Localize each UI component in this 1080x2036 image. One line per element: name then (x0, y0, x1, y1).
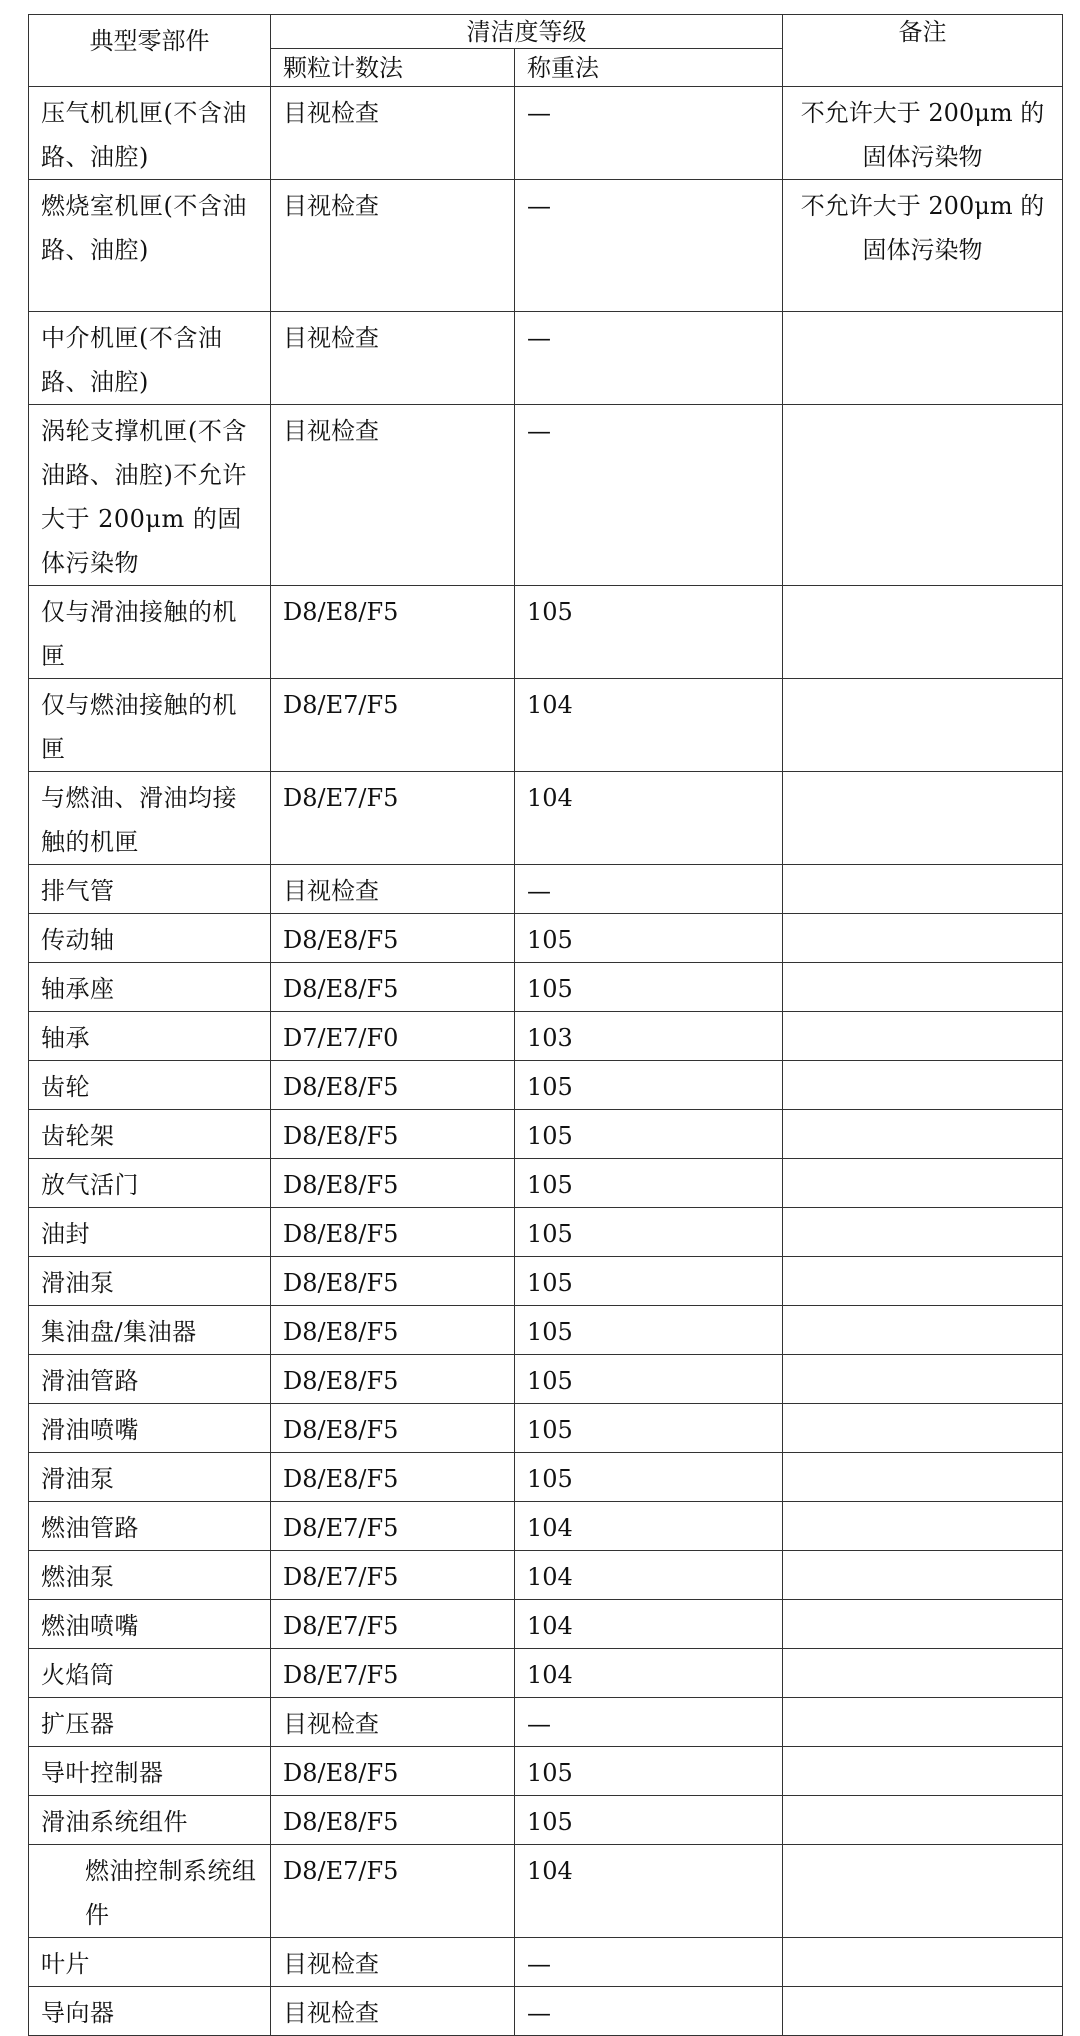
cell-weighing: 105 (515, 1404, 783, 1453)
cell-note (783, 1061, 1063, 1110)
cell-part: 压气机机匣(不含油路、油腔) (29, 87, 271, 180)
table-row (29, 1453, 1063, 1502)
cell-particle: D8/E8/F5 (271, 1404, 515, 1453)
cell-weighing: 104 (515, 1845, 783, 1938)
table-row (29, 1600, 1063, 1649)
table-row (29, 865, 1063, 914)
table-row (29, 1159, 1063, 1208)
cell-particle: D8/E8/F5 (271, 963, 515, 1012)
cell-weighing: — (515, 180, 783, 312)
cell-weighing: 105 (515, 1110, 783, 1159)
cell-weighing: 105 (515, 963, 783, 1012)
cell-weighing: 105 (515, 1796, 783, 1845)
cell-part: 导向器 (29, 1987, 271, 2036)
cell-note (783, 1845, 1063, 1938)
cell-weighing: 105 (515, 914, 783, 963)
cell-weighing: 105 (515, 586, 783, 679)
cell-weighing: 105 (515, 1453, 783, 1502)
cell-part: 仅与燃油接触的机匣 (29, 679, 271, 772)
cell-particle: D8/E7/F5 (271, 1649, 515, 1698)
cell-weighing: — (515, 405, 783, 586)
cell-part: 传动轴 (29, 914, 271, 963)
table-row (29, 1551, 1063, 1600)
table-row (29, 1257, 1063, 1306)
cell-weighing: — (515, 865, 783, 914)
cell-part: 排气管 (29, 865, 271, 914)
table-row (29, 1404, 1063, 1453)
cell-note (783, 914, 1063, 963)
cell-note (783, 405, 1063, 586)
cell-note (783, 1938, 1063, 1987)
cell-note (783, 1110, 1063, 1159)
cell-note (783, 1551, 1063, 1600)
cell-weighing: 105 (515, 1208, 783, 1257)
cell-particle: D8/E7/F5 (271, 679, 515, 772)
cell-particle: D8/E7/F5 (271, 1600, 515, 1649)
header-cleanliness: 清洁度等级 (271, 15, 783, 49)
table-row (29, 914, 1063, 963)
cell-note (783, 865, 1063, 914)
cell-weighing: 104 (515, 772, 783, 865)
cell-part: 火焰筒 (29, 1649, 271, 1698)
cell-note (783, 1649, 1063, 1698)
cell-part: 齿轮 (29, 1061, 271, 1110)
cell-particle: 目视检查 (271, 87, 515, 180)
cell-note (783, 1208, 1063, 1257)
cell-particle: 目视检查 (271, 312, 515, 405)
cell-part: 叶片 (29, 1938, 271, 1987)
cell-part: 仅与滑油接触的机匣 (29, 586, 271, 679)
table-row (29, 1012, 1063, 1061)
cell-particle: D8/E8/F5 (271, 1159, 515, 1208)
table-row (29, 1796, 1063, 1845)
cell-particle: D8/E8/F5 (271, 1061, 515, 1110)
cell-part: 放气活门 (29, 1159, 271, 1208)
cell-part: 涡轮支撑机匣(不含油路、油腔)不允许大于 200μm 的固体污染物 (29, 405, 271, 586)
table-row (29, 1208, 1063, 1257)
cell-particle: D8/E8/F5 (271, 1355, 515, 1404)
cell-note (783, 679, 1063, 772)
cell-particle: 目视检查 (271, 405, 515, 586)
cell-note (783, 586, 1063, 679)
table-row (29, 1649, 1063, 1698)
cell-weighing: 104 (515, 1502, 783, 1551)
header-part: 典型零部件 (29, 15, 271, 87)
header-weighing: 称重法 (515, 49, 783, 87)
cell-weighing: 105 (515, 1355, 783, 1404)
cell-part: 油封 (29, 1208, 271, 1257)
cell-weighing: 105 (515, 1306, 783, 1355)
cell-part: 集油盘/集油器 (29, 1306, 271, 1355)
table-row (29, 679, 1063, 772)
cell-note (783, 1502, 1063, 1551)
cell-weighing: — (515, 1938, 783, 1987)
cell-weighing: — (515, 312, 783, 405)
cell-part: 燃油泵 (29, 1551, 271, 1600)
cell-weighing: — (515, 1987, 783, 2036)
cleanliness-table (28, 14, 1063, 2036)
table-row (29, 963, 1063, 1012)
cell-note (783, 1257, 1063, 1306)
cell-particle: D8/E8/F5 (271, 1257, 515, 1306)
cell-note (783, 312, 1063, 405)
cell-note (783, 1355, 1063, 1404)
header-note: 备注 (783, 15, 1063, 87)
cell-note (783, 1600, 1063, 1649)
table-row (29, 1306, 1063, 1355)
cell-particle: D8/E7/F5 (271, 1502, 515, 1551)
cell-weighing: 105 (515, 1747, 783, 1796)
cell-part: 齿轮架 (29, 1110, 271, 1159)
table-row (29, 180, 1063, 312)
cell-part: 燃油控制系统组件 (29, 1845, 271, 1938)
cell-particle: 目视检查 (271, 180, 515, 312)
table-row (29, 1747, 1063, 1796)
cell-weighing: 104 (515, 1551, 783, 1600)
cell-part: 滑油泵 (29, 1453, 271, 1502)
cell-particle: D8/E7/F5 (271, 1551, 515, 1600)
cell-weighing: 105 (515, 1061, 783, 1110)
cell-note: 不允许大于 200μm 的固体污染物 (783, 180, 1063, 312)
cell-part: 导叶控制器 (29, 1747, 271, 1796)
cell-note (783, 1306, 1063, 1355)
table-row (29, 405, 1063, 586)
table-row (29, 586, 1063, 679)
cell-note (783, 1987, 1063, 2036)
cell-part: 滑油喷嘴 (29, 1404, 271, 1453)
cell-part: 燃油管路 (29, 1502, 271, 1551)
cell-part: 燃油喷嘴 (29, 1600, 271, 1649)
table-row (29, 772, 1063, 865)
cell-weighing: 104 (515, 679, 783, 772)
cell-weighing: 104 (515, 1600, 783, 1649)
cell-note (783, 772, 1063, 865)
cell-particle: D8/E8/F5 (271, 1208, 515, 1257)
cell-weighing: 105 (515, 1159, 783, 1208)
cell-particle: D7/E7/F0 (271, 1012, 515, 1061)
cell-part: 扩压器 (29, 1698, 271, 1747)
table-row (29, 1355, 1063, 1404)
cell-part: 轴承座 (29, 963, 271, 1012)
cell-particle: 目视检查 (271, 1698, 515, 1747)
cell-particle: D8/E7/F5 (271, 772, 515, 865)
header-row-top (29, 15, 1063, 49)
cell-note (783, 1796, 1063, 1845)
cell-particle: D8/E8/F5 (271, 1747, 515, 1796)
cell-particle: D8/E8/F5 (271, 1306, 515, 1355)
table-row (29, 1845, 1063, 1938)
table-row (29, 1938, 1063, 1987)
cell-weighing: — (515, 87, 783, 180)
cell-part: 滑油泵 (29, 1257, 271, 1306)
cell-part: 中介机匣(不含油路、油腔) (29, 312, 271, 405)
cell-particle: D8/E8/F5 (271, 1453, 515, 1502)
cell-particle: D8/E8/F5 (271, 1110, 515, 1159)
table-row (29, 312, 1063, 405)
cell-note (783, 1012, 1063, 1061)
header-particle: 颗粒计数法 (271, 49, 515, 87)
cell-note (783, 1159, 1063, 1208)
table-row (29, 1987, 1063, 2036)
cell-weighing: — (515, 1698, 783, 1747)
cell-particle: D8/E8/F5 (271, 586, 515, 679)
cell-weighing: 105 (515, 1257, 783, 1306)
cell-note: 不允许大于 200μm 的固体污染物 (783, 87, 1063, 180)
cell-note (783, 1404, 1063, 1453)
cell-part: 与燃油、滑油均接触的机匣 (29, 772, 271, 865)
cell-note (783, 1747, 1063, 1796)
cell-part: 轴承 (29, 1012, 271, 1061)
table-row (29, 87, 1063, 180)
cell-particle: D8/E8/F5 (271, 1796, 515, 1845)
cell-particle: D8/E7/F5 (271, 1845, 515, 1938)
table-row (29, 1110, 1063, 1159)
cell-note (783, 1698, 1063, 1747)
cell-note (783, 963, 1063, 1012)
cell-particle: D8/E8/F5 (271, 914, 515, 963)
table-row (29, 1061, 1063, 1110)
cell-part: 滑油系统组件 (29, 1796, 271, 1845)
cell-particle: 目视检查 (271, 865, 515, 914)
cell-part: 滑油管路 (29, 1355, 271, 1404)
table-row (29, 1502, 1063, 1551)
cell-particle: 目视检查 (271, 1938, 515, 1987)
table-row (29, 1698, 1063, 1747)
cell-part: 燃烧室机匣(不含油路、油腔) (29, 180, 271, 312)
cell-weighing: 104 (515, 1649, 783, 1698)
cell-particle: 目视检查 (271, 1987, 515, 2036)
cell-weighing: 103 (515, 1012, 783, 1061)
cell-note (783, 1453, 1063, 1502)
